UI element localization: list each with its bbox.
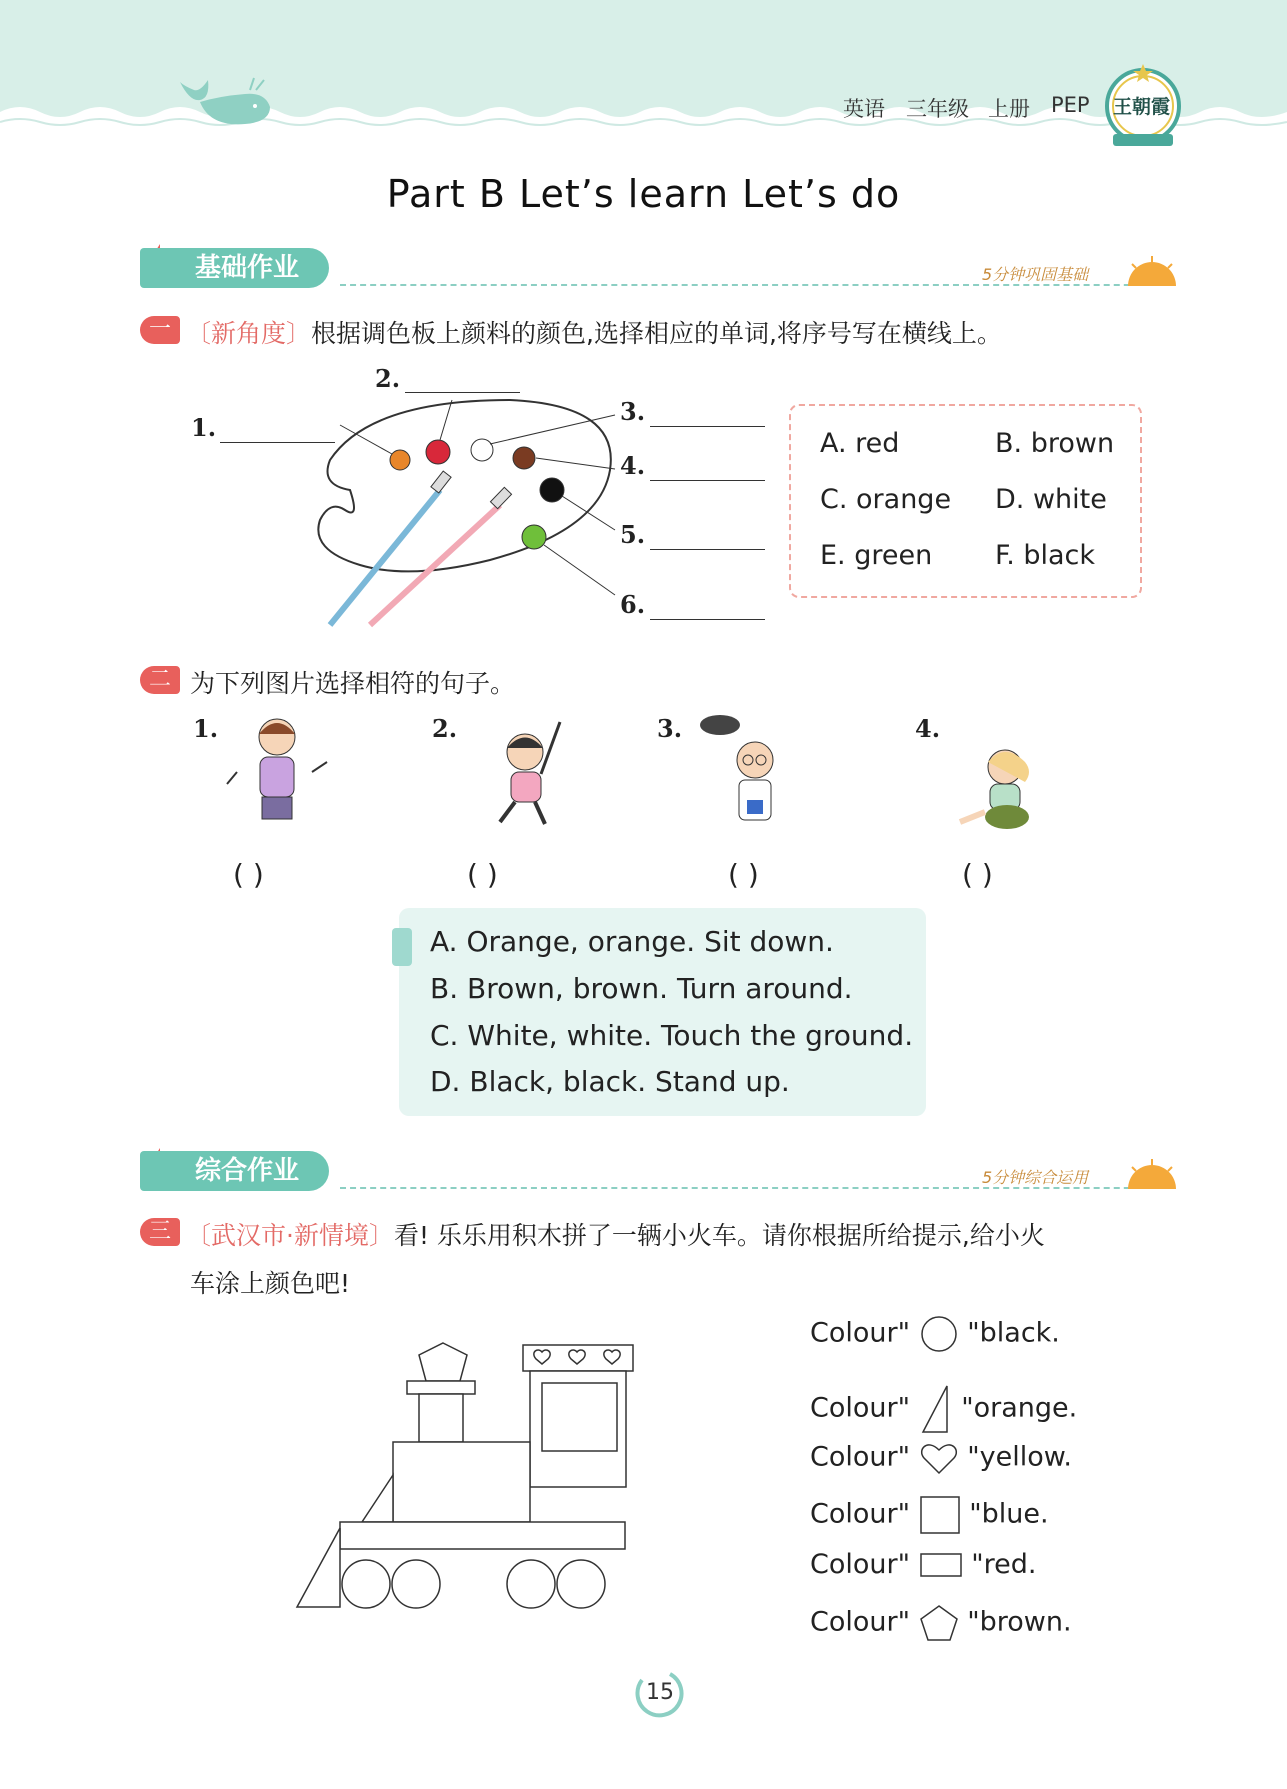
q3-instruction bbox=[186, 1216, 1176, 1252]
header-volume: 上册 bbox=[988, 97, 1030, 121]
logo-text: 王朝霞 bbox=[1113, 96, 1171, 118]
train-chimney-top bbox=[407, 1381, 475, 1394]
q2-answer-1[interactable]: ( ) bbox=[233, 858, 264, 891]
boy-stand-up-illustration bbox=[695, 710, 815, 840]
section-basic-badge bbox=[140, 248, 329, 288]
q1-text: 根据调色板上颜料的颜色,选择相应的单词,将序号写在横线上。 bbox=[311, 319, 1002, 348]
q2-answer-2[interactable]: ( ) bbox=[467, 858, 498, 891]
q2-number-2: 2. bbox=[432, 714, 458, 743]
q1-option-d: D. white bbox=[995, 484, 1107, 515]
q1-option-c: C. orange bbox=[820, 484, 952, 515]
girl-sit-down-illustration bbox=[945, 712, 1055, 837]
q2-box-tab bbox=[392, 928, 412, 966]
colour-rule-5: Colour" "red. bbox=[810, 1549, 1037, 1580]
child-turn-around-illustration bbox=[222, 712, 342, 832]
train-wheel-2 bbox=[392, 1560, 440, 1608]
circle-shape-icon bbox=[919, 1316, 959, 1352]
brand-logo bbox=[1103, 62, 1183, 148]
colour-rule-3: Colour" "yellow. bbox=[810, 1440, 1072, 1476]
q1-option-a: A. red bbox=[820, 428, 900, 459]
q1-blank-2[interactable] bbox=[405, 392, 520, 393]
page-title: Part B Let’s learn Let’s do bbox=[386, 172, 901, 216]
train-base bbox=[340, 1522, 625, 1549]
page-header bbox=[0, 0, 1287, 150]
q2-sentence-c: C. White, white. Touch the ground. bbox=[430, 1019, 914, 1052]
header-grade: 三年级 bbox=[906, 97, 969, 121]
train-illustration bbox=[290, 1335, 640, 1615]
sunrise-icon bbox=[1122, 252, 1182, 292]
colour-rule-4: Colour" "blue. bbox=[810, 1495, 1049, 1535]
section-comprehensive-right: 5分钟综合运用 bbox=[982, 1168, 1089, 1187]
train-wheel-4 bbox=[557, 1560, 605, 1608]
q1-blank-5[interactable] bbox=[650, 549, 765, 550]
colour-rule-1: Colour" "black. bbox=[810, 1316, 1060, 1352]
q1-option-e: E. green bbox=[820, 540, 933, 571]
q1-badge: 一 bbox=[140, 316, 180, 344]
section-comprehensive-label: 综合作业 bbox=[195, 1156, 300, 1186]
section-basic-label: 基础作业 bbox=[195, 253, 300, 283]
paint-blob-green bbox=[522, 525, 546, 549]
q1-blank-1[interactable] bbox=[220, 442, 335, 443]
q1-tag: 〔新角度〕 bbox=[186, 319, 312, 348]
paint-blob-red bbox=[426, 440, 450, 464]
paint-blob-orange bbox=[390, 450, 410, 470]
whale-icon bbox=[170, 72, 280, 132]
train-triangle-front bbox=[362, 1475, 393, 1522]
q1-blank-4[interactable] bbox=[650, 480, 765, 481]
q1-blank-3[interactable] bbox=[650, 426, 765, 427]
q2-sentence-d: D. Black, black. Stand up. bbox=[430, 1065, 790, 1098]
colour-rule-6: Colour" "brown. bbox=[810, 1604, 1072, 1642]
q1-number-5: 5. bbox=[620, 520, 646, 549]
q1-number-6: 6. bbox=[620, 590, 646, 619]
q3-text-1: 看! 乐乐用积木拼了一辆小火车。请你根据所给提示,给小火 bbox=[393, 1221, 1045, 1250]
q2-instruction: 为下列图片选择相符的句子。 bbox=[190, 669, 516, 698]
child-touch-ground-illustration bbox=[475, 712, 585, 837]
q2-sentence-a: A. Orange, orange. Sit down. bbox=[430, 925, 834, 958]
q1-option-f: F. black bbox=[995, 540, 1096, 571]
q2-number-1: 1. bbox=[193, 714, 219, 743]
triangle-shape-icon bbox=[919, 1384, 953, 1434]
train-wheel-1 bbox=[342, 1560, 390, 1608]
q3-text-2: 车涂上颜色吧! bbox=[190, 1269, 351, 1298]
q2-sentence-b: B. Brown, brown. Turn around. bbox=[430, 972, 853, 1005]
train-cowcatcher bbox=[297, 1528, 340, 1607]
q2-number-3: 3. bbox=[657, 714, 683, 743]
q3-badge: 三 bbox=[140, 1218, 180, 1246]
section-comprehensive-badge bbox=[140, 1151, 329, 1191]
q1-blank-6[interactable] bbox=[650, 619, 765, 620]
heart-shape-icon bbox=[919, 1440, 959, 1476]
q2-answer-3[interactable]: ( ) bbox=[728, 858, 759, 891]
pentagon-shape-icon bbox=[919, 1604, 959, 1642]
train-boiler bbox=[393, 1442, 530, 1522]
q1-number-4: 4. bbox=[620, 451, 646, 480]
sunrise-icon-2 bbox=[1122, 1155, 1182, 1195]
q1-option-b: B. brown bbox=[995, 428, 1115, 459]
colour-rule-2: Colour" "orange. bbox=[810, 1384, 1077, 1434]
train-pentagon bbox=[419, 1343, 467, 1381]
paint-blob-brown bbox=[513, 447, 535, 469]
section-basic-right: 5分钟巩固基础 bbox=[982, 265, 1089, 284]
rectangle-shape-icon bbox=[919, 1552, 963, 1580]
q1-number-1: 1. bbox=[191, 413, 217, 442]
palette-illustration bbox=[290, 380, 810, 640]
train-wheel-3 bbox=[507, 1560, 555, 1608]
paint-blob-white bbox=[471, 439, 493, 461]
train-window-square bbox=[542, 1383, 617, 1451]
q1-instruction bbox=[186, 314, 1002, 350]
q2-number-4: 4. bbox=[915, 714, 941, 743]
q1-number-2: 2. bbox=[375, 364, 401, 393]
paint-blob-black bbox=[540, 478, 564, 502]
square-shape-icon bbox=[919, 1495, 961, 1535]
header-edition: PEP bbox=[1051, 93, 1090, 117]
q2-answer-4[interactable]: ( ) bbox=[962, 858, 993, 891]
train-chimney bbox=[419, 1394, 463, 1442]
header-subject: 英语 bbox=[843, 97, 885, 121]
q2-badge: 二 bbox=[140, 666, 180, 694]
q1-number-3: 3. bbox=[620, 397, 646, 426]
q3-tag: 〔武汉市·新情境〕 bbox=[186, 1221, 394, 1250]
page-number: 15 bbox=[646, 1680, 674, 1705]
